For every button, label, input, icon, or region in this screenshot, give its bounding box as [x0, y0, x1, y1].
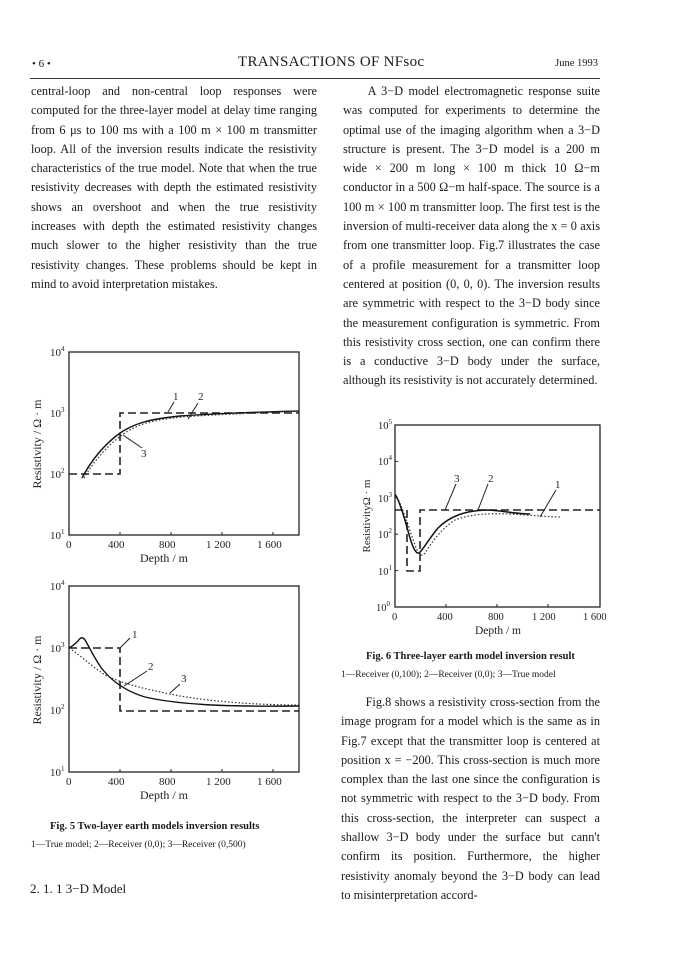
- fig5-caption: Fig. 5 Two-layer earth models inversion results: [50, 821, 260, 832]
- svg-text:102: $10^2$: [378, 527, 392, 541]
- svg-text:104: $10^4$: [50, 345, 65, 359]
- svg-text:103: $10^3$: [378, 491, 392, 505]
- svg-text:1 200: 1 200: [206, 776, 231, 788]
- svg-text:101: $10^1$: [50, 765, 65, 779]
- paragraph: central-loop and non-central loop responses were computed for the three-layer model at delay time ranging from 6 μs to 100 ms with a 100 m × 100 m transmitter loop. All of the inversion results indicate the resistivity characteristics of the true model. Note that when the true resistivity decreases with depth the estimated resistivity shows an overshoot and when the true resistivity increases with depth the estimated resistivity changes much slower to the higher resistivity than the true resistivity changes. These problems should be kept in mind to avoid interpretation mistakes.: [31, 84, 317, 291]
- svg-text:800: 800: [159, 539, 176, 551]
- fig5-bottom-chart: [20, 580, 330, 820]
- svg-text:Depth / m: Depth / m: [140, 551, 188, 565]
- svg-text:102: $10^2$: [50, 467, 65, 481]
- svg-text:0: 0: [66, 539, 72, 551]
- svg-text:3: 3: [181, 673, 187, 685]
- svg-text:104: $10^4$: [378, 454, 392, 468]
- svg-text:Depth / m: Depth / m: [140, 788, 188, 802]
- fig5-legend: 1—True model; 2—Receiver (0,0); 3—Receiver (0,500): [31, 840, 246, 850]
- right-column-text-continued: [341, 693, 600, 905]
- svg-text:101: $10^1$: [50, 528, 65, 542]
- svg-text:ResistivityΩ · m: ResistivityΩ · m: [361, 479, 373, 553]
- journal-title: TRANSACTIONS OF NFsoc: [238, 54, 425, 70]
- page-header: [30, 54, 598, 76]
- svg-text:1: 1: [173, 391, 179, 403]
- svg-text:1: 1: [555, 479, 561, 491]
- svg-text:400: 400: [108, 776, 125, 788]
- svg-text:101: $10^1$: [378, 564, 392, 578]
- fig6-legend: 1—Receiver (0,100); 2—Receiver (0,0); 3—True model: [341, 670, 556, 680]
- svg-text:3: 3: [141, 448, 147, 460]
- svg-text:103: $10^3$: [50, 641, 65, 655]
- svg-text:1 600: 1 600: [257, 539, 282, 551]
- svg-text:Resistivity / Ω · m: Resistivity / Ω · m: [30, 399, 44, 489]
- fig5-top-chart: [20, 340, 330, 580]
- svg-text:105: $10^5$: [378, 418, 392, 432]
- svg-text:2: 2: [198, 391, 204, 403]
- page-number: • 6 •: [32, 58, 51, 70]
- svg-text:1 200: 1 200: [206, 539, 231, 551]
- section-heading: 2. 1. 1 3−D Model: [30, 881, 127, 896]
- svg-text:800: 800: [159, 776, 176, 788]
- left-column-text: [31, 82, 317, 294]
- fig6-chart: [350, 410, 650, 640]
- svg-text:Resistivity / Ω · m: Resistivity / Ω · m: [30, 635, 44, 725]
- svg-text:400: 400: [108, 539, 125, 551]
- svg-text:0: 0: [66, 776, 72, 788]
- paragraph: A 3−D model electromagnetic response suite was computed for experiments to determine the optimal use of the imaging algorithm when a 3−D structure is present. The 3−D model is a 200 m wide × 200 m long × 100 m thick 10 Ω−m conductor in a 500 Ω−m half-space. The source is a 100 m × 100 m transmitter loop. The first test is the inversion of multi-receiver data along the x = 0 axis from one transmitter loop. Fig.7 illustrates the case of a profile measurement for a transmitter loop centered at position (0, 0, 0). The inversion results are symmetric with respect to the 3−D body since the measurement configuration is symmetric. From this resistivity cross section, one can confirm there is a conductive 3−D body under the surface, although its resistivity is not accurately determined.: [343, 84, 600, 388]
- paragraph: Fig.8 shows a resistivity cross-section from the image program for a model which is the same as in Fig.7 except that the transmitter loop is centered at position x = −200. This cross-section is much more complex than the last one since the configuration is not symmetric with respect to the 3−D body. From this cross-section, the interpreter can suspect a shallow 3−D body under the surface but cann't confirm its position. Furthermore, the higher resistivity anomaly beyond the 3−D body can lead to misinterpretation accord-: [341, 695, 600, 902]
- svg-text:104: $10^4$: [50, 580, 65, 593]
- svg-text:Depth / m: Depth / m: [475, 625, 521, 637]
- header-rule: [30, 78, 600, 79]
- svg-text:1 600: 1 600: [583, 612, 607, 623]
- svg-text:2: 2: [148, 661, 154, 673]
- svg-text:1 600: 1 600: [257, 776, 282, 788]
- svg-text:2: 2: [488, 473, 494, 485]
- issue-date: June 1993: [555, 58, 598, 69]
- svg-text:102: $10^2$: [50, 703, 65, 717]
- svg-text:3: 3: [454, 473, 460, 485]
- fig6-caption: Fig. 6 Three-layer earth model inversion result: [366, 651, 575, 662]
- svg-text:400: 400: [437, 612, 453, 623]
- svg-text:103: $10^3$: [50, 406, 65, 420]
- svg-text:100: $10^0$: [376, 600, 390, 614]
- svg-text:800: 800: [488, 612, 504, 623]
- svg-text:0: 0: [392, 612, 398, 623]
- svg-text:1 200: 1 200: [532, 612, 556, 623]
- svg-text:1: 1: [132, 629, 138, 641]
- right-column-text: [343, 82, 600, 391]
